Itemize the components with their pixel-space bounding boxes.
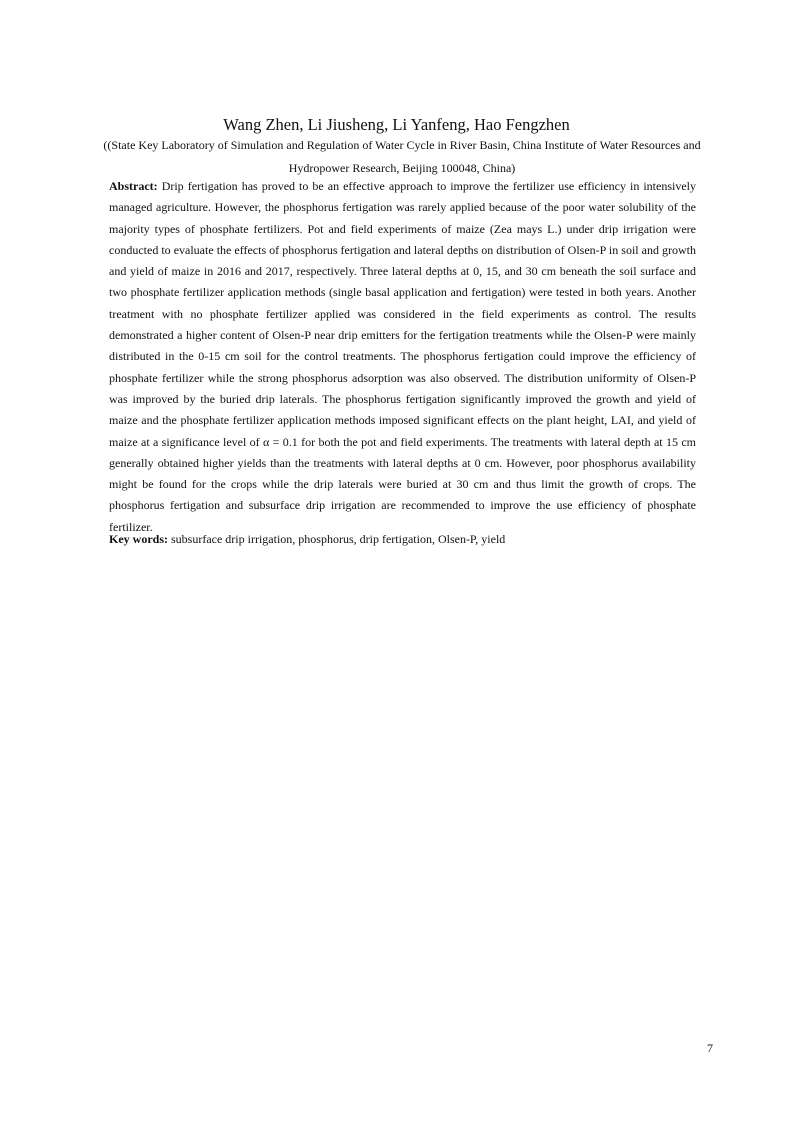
- keywords-label: Key words:: [109, 532, 168, 546]
- keywords-list: subsurface drip irrigation, phosphorus, drip fertigation, Olsen-P, yield: [171, 532, 506, 546]
- author-list: Wang Zhen, Li Jiusheng, Li Yanfeng, Hao Fengzhen: [223, 115, 570, 134]
- author-affiliation: ((State Key Laboratory of Simulation and Regulation of Water Cycle in River Basin, China Institute of Water Resources and Hydropower Research, Beijing 100048, China): [103, 138, 701, 175]
- abstract-label: Abstract:: [109, 179, 158, 193]
- abstract-body: Drip fertigation has proved to be an effective approach to improve the fertilizer use efficiency in intensively managed agriculture. However, the phosphorus fertigation was rarely applied because of the poor water solubility of the majority types of phosphate fertilizers. Pot and field experiments of maize (Zea mays L.) under drip irrigation were conducted to evaluate the effects of phosphorus fertigation and lateral depths on distribution of Olsen-P in soil and growth and yield of maize in 2016 and 2017, respectively. Three lateral depths at 0, 15, and 30 cm beneath the soil surface and two phosphate fertilizer application methods (single basal application and fertigation) were tested in both years. Another treatment with no phosphate fertilizer applied was considered in the field experiments as control. The results demonstrated a higher content of Olsen-P near drip emitters for the fertigation treatments while the Olsen-P were mainly distributed in the 0-15 cm soil for the control treatments. The phosphorus fertigation could improve the efficiency of phosphate fertilizer while the strong phosphorus adsorption was also observed. The distribution uniformity of Olsen-P was improved by the buried drip laterals. The phosphorus fertigation significantly improved the growth and yield of maize and the phosphate fertilizer application methods imposed significant effects on the plant height, LAI, and yield of maize at a significance level of α = 0.1 for both the pot and field experiments. The treatments with lateral depth at 15 cm generally obtained higher yields than the treatments with lateral depths at 0 cm. However, poor phosphorus availability might be found for the crops while the drip laterals were buried at 30 cm and thus limit the growth of crops. The phosphorus fertigation and subsurface drip irrigation are recommended to improve the use efficiency of phosphate fertilizer.: [109, 179, 697, 534]
- keywords-section: [109, 529, 696, 550]
- page-number: 7: [707, 1041, 713, 1055]
- abstract-section: [109, 176, 696, 538]
